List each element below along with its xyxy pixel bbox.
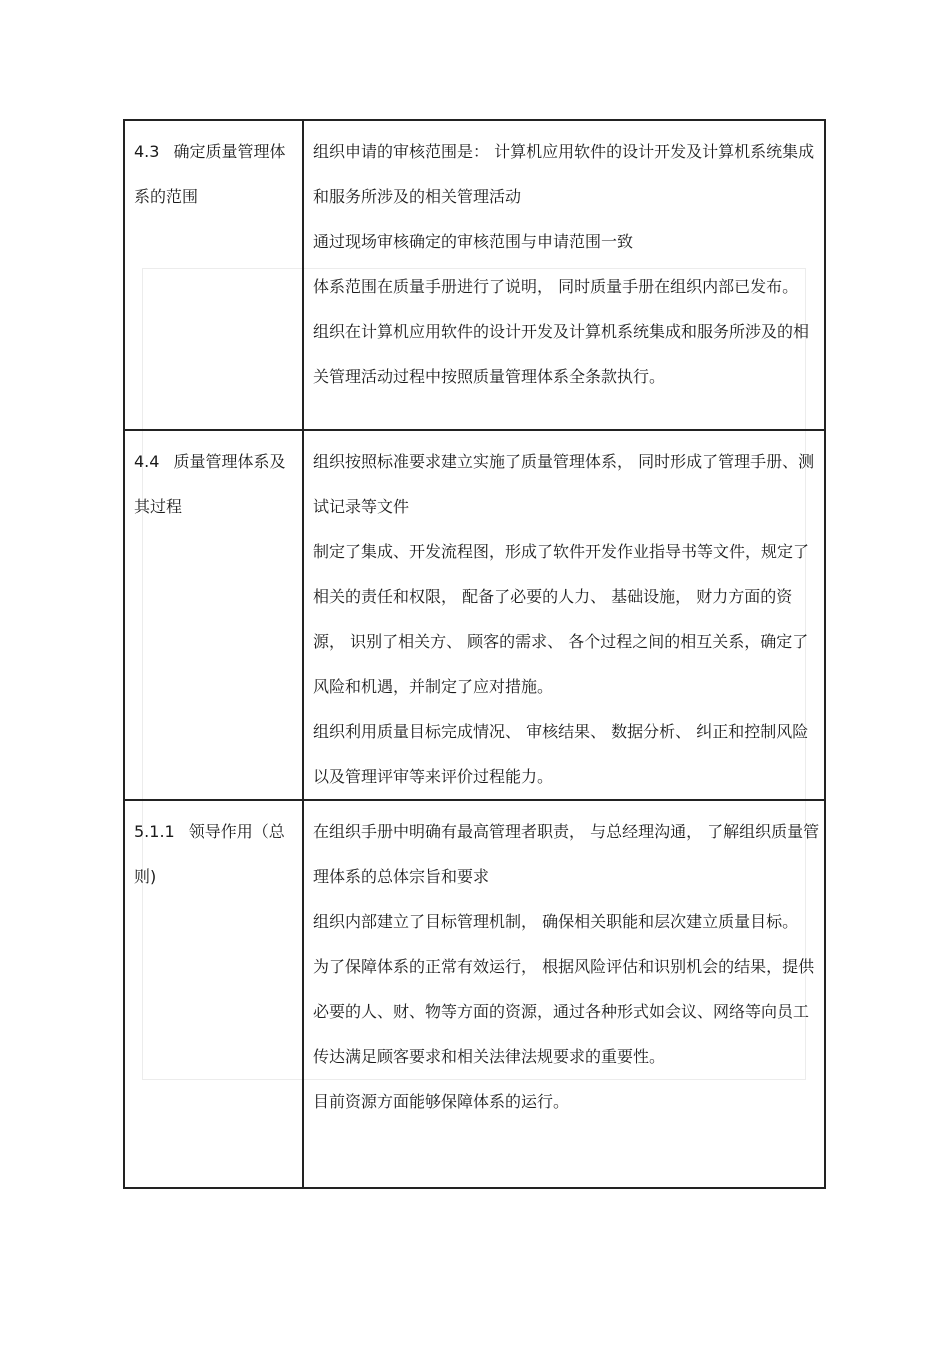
clause-number: 5.1.1 bbox=[134, 822, 175, 841]
finding-paragraph: 组织申请的审核范围是： 计算机应用软件的设计开发及计算机系统集成和服务所涉及的相关管理活动 bbox=[313, 142, 815, 206]
finding-paragraph: 组织按照标准要求建立实施了质量管理体系， 同时形成了管理手册、测试记录等文件 bbox=[313, 452, 815, 516]
finding-paragraph: 制定了集成、开发流程图，形成了软件开发作业指导书等文件，规定了相关的责任和权限， 配备了必要的人力、 基础设施， 财力方面的资源， 识别了相关方、 顾客的需求、 各个过程之间的相互关系，确定了风险和机遇，并制定了应对措施。 bbox=[313, 542, 810, 696]
finding-paragraph: 组织利用质量目标完成情况、 审核结果、 数据分析、 纠正和控制风险以及管理评审等来评价过程能力。 bbox=[313, 722, 809, 786]
table-row bbox=[124, 800, 825, 1188]
clause-title: 领导作用（总则) bbox=[134, 822, 285, 886]
finding-paragraph: 目前资源方面能够保障体系的运行。 bbox=[313, 1092, 570, 1111]
clause-number: 4.4 bbox=[134, 452, 160, 471]
clause-title: 质量管理体系及其过程 bbox=[134, 452, 286, 516]
finding-paragraph: 在组织手册中明确有最高管理者职责， 与总经理沟通， 了解组织质量管理体系的总体宗旨和要求 bbox=[313, 822, 820, 886]
clause-cell bbox=[124, 800, 303, 1188]
clause-title: 确定质量管理体系的范围 bbox=[134, 142, 286, 206]
finding-cell bbox=[303, 120, 825, 430]
clause-number: 4.3 bbox=[134, 142, 160, 161]
finding-cell bbox=[303, 800, 825, 1188]
finding-paragraph: 组织内部建立了目标管理机制， 确保相关职能和层次建立质量目标。 bbox=[313, 912, 799, 931]
audit-table bbox=[123, 119, 826, 1189]
finding-paragraph: 为了保障体系的正常有效运行， 根据风险评估和识别机会的结果，提供必要的人、财、物等方面的资源，通过各种形式如会议、网络等向员工传达满足顾客要求和相关法律法规要求的重要性。 bbox=[313, 957, 815, 1066]
finding-cell bbox=[303, 430, 825, 800]
clause-cell bbox=[124, 120, 303, 430]
finding-paragraph: 体系范围在质量手册进行了说明， 同时质量手册在组织内部已发布。 bbox=[313, 277, 799, 296]
finding-paragraph: 通过现场审核确定的审核范围与申请范围一致 bbox=[313, 232, 634, 251]
table-row bbox=[124, 120, 825, 430]
table-row bbox=[124, 430, 825, 800]
finding-paragraph: 组织在计算机应用软件的设计开发及计算机系统集成和服务所涉及的相关管理活动过程中按照质量管理体系全条款执行。 bbox=[313, 322, 810, 386]
clause-cell bbox=[124, 430, 303, 800]
